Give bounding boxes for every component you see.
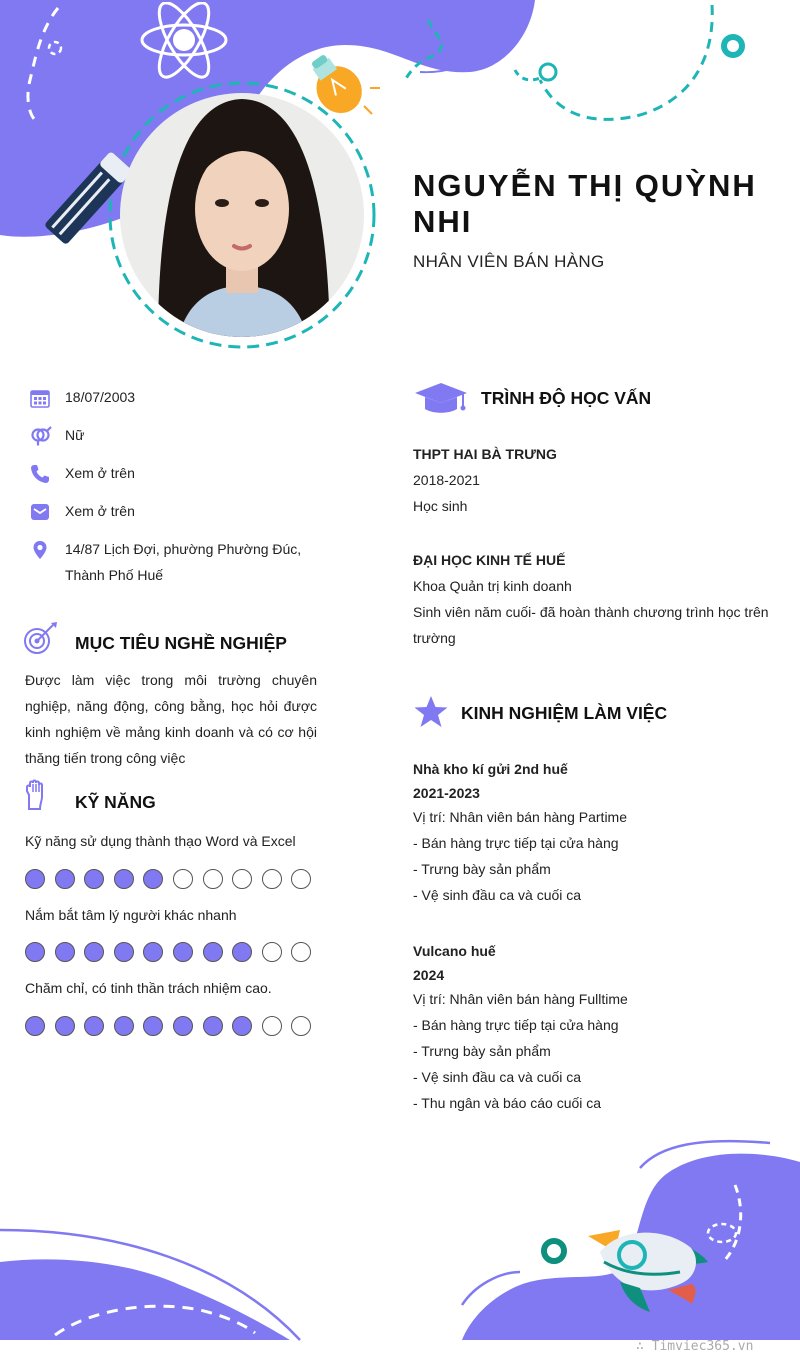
job-task: - Thu ngân và báo cáo cuối ca: [413, 1095, 602, 1111]
objective-title: MỤC TIÊU NGHỀ NGHIỆP: [75, 633, 287, 653]
school-period: 2018-2021: [413, 472, 480, 488]
school-name: THPT HAI BÀ TRƯNG: [413, 446, 557, 462]
skill-dot-filled: [25, 1016, 45, 1036]
skill-dot-filled: [173, 1016, 193, 1036]
skill-label: Kỹ năng sử dụng thành thạo Word và Excel: [25, 833, 296, 849]
phone-icon: [30, 464, 50, 484]
birthday-text: 18/07/2003: [65, 389, 136, 405]
company-name: Vulcano huế: [413, 943, 496, 959]
skill-dot-filled: [55, 1016, 75, 1036]
education-item: [413, 441, 783, 519]
job-task: - Vệ sinh đầu ca và cuối ca: [413, 887, 582, 903]
skill-dot-filled: [114, 942, 134, 962]
job-position: Vị trí: Nhân viên bán hàng Fulltime: [413, 991, 628, 1007]
calendar-icon: [30, 388, 50, 408]
school-name: ĐẠI HỌC KINH TẾ HUẾ: [413, 552, 566, 568]
graduation-cap-icon: [413, 381, 469, 415]
job-task: - Vệ sinh đầu ca và cuối ca: [413, 1069, 582, 1085]
job-position: Vị trí: Nhân viên bán hàng Partime: [413, 809, 628, 825]
job-period: 2024: [413, 967, 445, 983]
gender-icon: [30, 426, 52, 446]
school-major: Học sinh: [413, 498, 468, 514]
job-task: - Trưng bày sản phẩm: [413, 1043, 551, 1059]
education-item: [413, 547, 783, 651]
location-pin-icon: [30, 540, 50, 560]
star-icon: [413, 695, 449, 729]
skill-dot-filled: [25, 869, 45, 889]
avatar: [118, 91, 366, 339]
education-title: TRÌNH ĐỘ HỌC VẤN: [481, 388, 652, 408]
skill-dot-empty: [262, 942, 282, 962]
job-period: 2021-2023: [413, 785, 480, 801]
hand-icon: [24, 779, 48, 811]
skill-dot-empty: [203, 869, 223, 889]
phone-text: Xem ở trên: [65, 465, 135, 481]
skill-dot-filled: [114, 869, 134, 889]
skill-label: Chăm chỉ, có tinh thần trách nhiệm cao.: [25, 980, 272, 996]
skill-dot-filled: [173, 942, 193, 962]
skill-dot-filled: [203, 1016, 223, 1036]
skill-dot-filled: [114, 1016, 134, 1036]
job-title: NHÂN VIÊN BÁN HÀNG: [413, 252, 605, 271]
skill-dot-empty: [262, 1016, 282, 1036]
job-task: - Trưng bày sản phẩm: [413, 861, 551, 877]
skill-dot-empty: [173, 869, 193, 889]
job-task: - Bán hàng trực tiếp tại cửa hàng: [413, 835, 619, 851]
objective-text: Được làm việc trong môi trường chuyên nghiệp, năng động, công bằng, học hỏi được kinh nghiệm về mảng kinh doanh và có cơ hội thăng tiến trong công việc: [25, 672, 317, 766]
experience-item: [413, 938, 783, 1116]
school-detail: Sinh viên năm cuối- đã hoàn thành chương trình học trên trường: [413, 604, 769, 646]
skill-dot-filled: [55, 869, 75, 889]
target-icon: [23, 621, 59, 655]
skill-dot-filled: [25, 942, 45, 962]
address-text: 14/87 Lịch Đợi, phường Phường Đúc, Thành Phố Huế: [65, 541, 302, 583]
skill-label: Nắm bắt tâm lý người khác nhanh: [25, 907, 237, 923]
gender-text: Nữ: [65, 427, 85, 443]
pencil-icon: [36, 152, 131, 257]
rocket-icon: [580, 1222, 715, 1314]
watermark: ∴ Timviec365.vn: [636, 1339, 754, 1354]
candidate-name: NGUYỄN THỊ QUỲNH NHI: [413, 168, 757, 239]
atom-icon: [138, 2, 230, 86]
skill-dot-filled: [203, 942, 223, 962]
company-name: Nhà kho kí gửi 2nd huế: [413, 761, 568, 777]
skills-title: KỸ NĂNG: [75, 792, 156, 812]
skill-dot-empty: [262, 869, 282, 889]
job-task: - Bán hàng trực tiếp tại cửa hàng: [413, 1017, 619, 1033]
school-major: Khoa Quản trị kinh doanh: [413, 578, 572, 594]
experience-item: [413, 756, 783, 908]
email-text: Xem ở trên: [65, 503, 135, 519]
experience-title: KINH NGHIỆM LÀM VIỆC: [461, 703, 668, 723]
skill-dot-filled: [55, 942, 75, 962]
mail-icon: [30, 502, 50, 522]
